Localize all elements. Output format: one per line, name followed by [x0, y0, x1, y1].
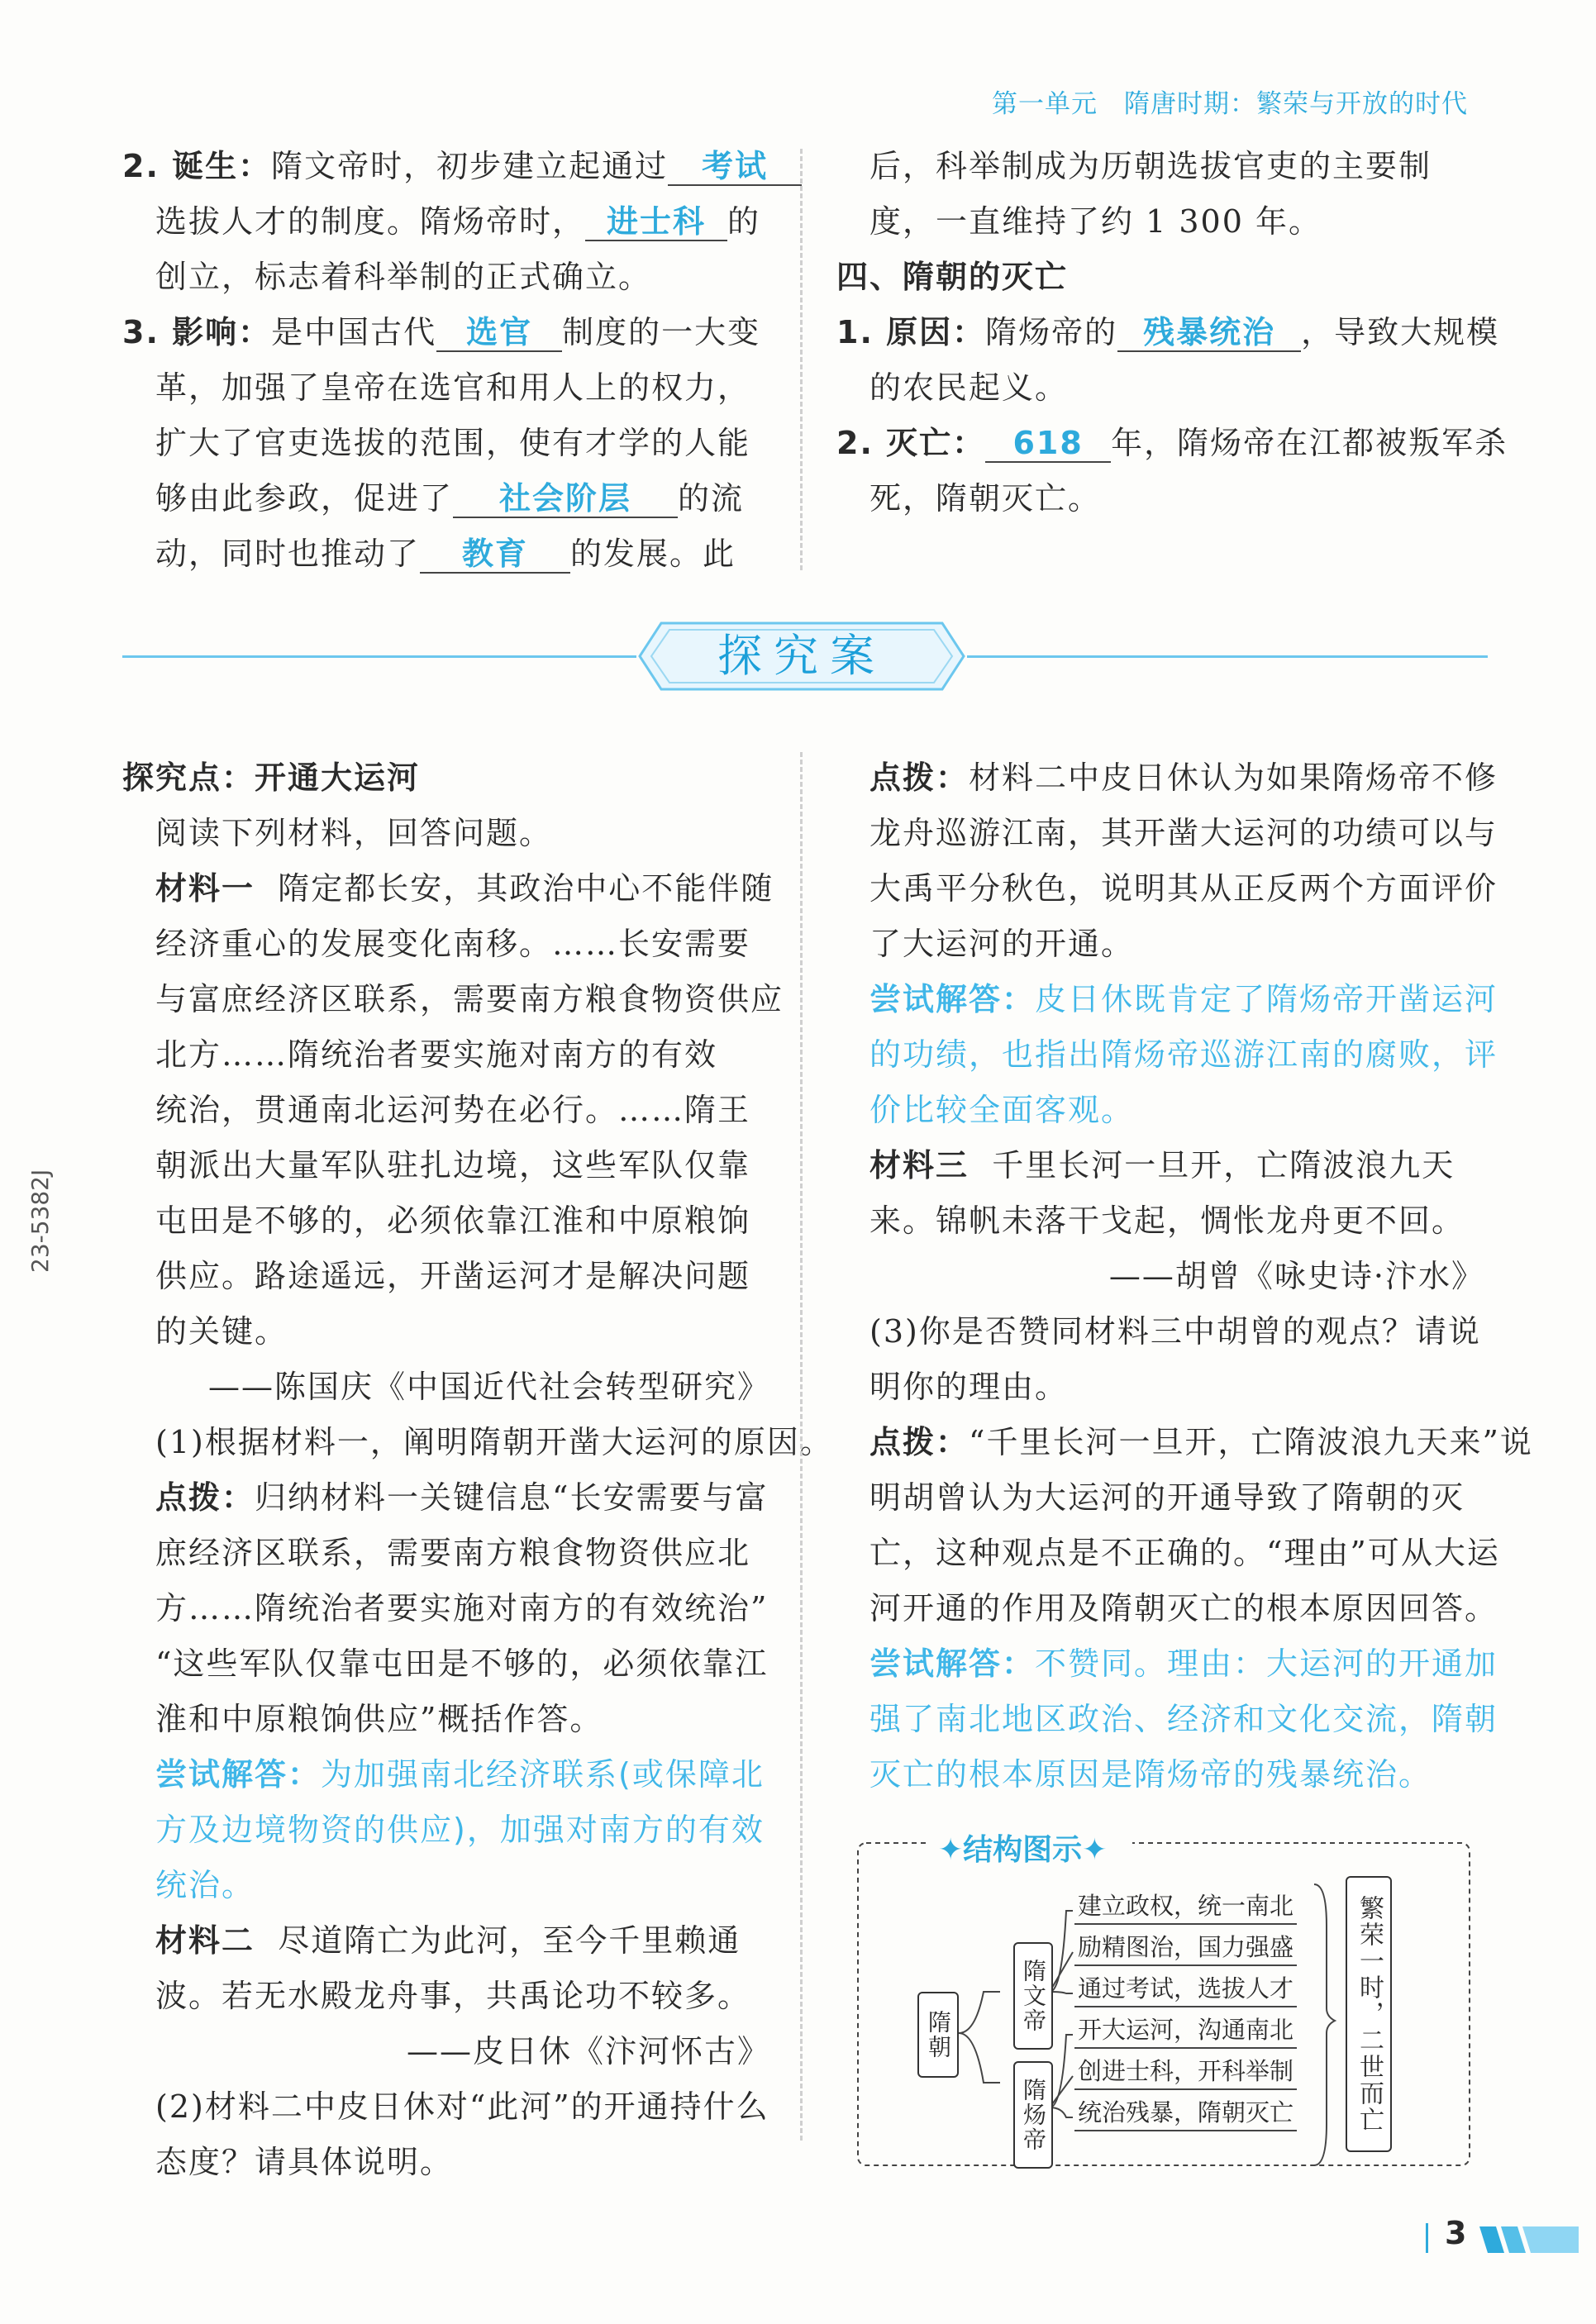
answer-label: 尝试解答：	[869, 981, 1036, 1017]
tip3-text: 亡，这种观点是不正确的。“理由”可从大运	[869, 1535, 1500, 1571]
banner-title: 探究案	[717, 630, 886, 682]
tip2-text: 龙舟巡游江南，其开凿大运河的功绩可以与	[869, 815, 1498, 851]
tip-label: 点拨：	[155, 1479, 255, 1516]
answer2-text: 的功绩，也指出隋炀帝巡游江南的腐败，评	[869, 1036, 1498, 1073]
wendi-item: 通过考试，选拔人才	[1074, 1970, 1297, 2007]
column-divider	[800, 149, 803, 570]
wendi-item: 励精图治，国力强盛	[1074, 1929, 1297, 1966]
item3-line3: 扩大了官吏选拔的范围，使有才学的人能	[155, 425, 751, 461]
item2-text: 的	[727, 203, 761, 240]
material2-line	[155, 1915, 741, 1960]
footer-stripe-decoration	[1479, 2223, 1579, 2256]
material1-source: ——陈国庆《中国近代社会转型研究》	[207, 1369, 770, 1405]
branch-yangdi: 隋炀帝	[1013, 2061, 1053, 2169]
side-code-text: 23-5382J	[26, 1169, 54, 1273]
material3-text: 千里长河一旦开，亡隋波浪九天	[992, 1147, 1455, 1183]
tip2-line	[869, 752, 1498, 798]
material1-text: 隋定都长安，其政治中心不能伴随	[278, 870, 774, 907]
material3-line	[869, 1140, 1455, 1185]
wendi-item: 建立政权，统一南北	[1074, 1888, 1297, 1925]
root-node: 隋朝	[917, 1992, 959, 2078]
yangdi-item: 统治残暴，隋朝灭亡	[1074, 2094, 1297, 2131]
material2-text: 波。若无水殿龙舟事，共禹论功不较多。	[155, 1978, 751, 2014]
answer2-line	[869, 974, 1498, 1019]
answer3-line	[869, 1638, 1498, 1683]
item3-text: 够由此参政，促进了	[155, 480, 454, 517]
blank-answer: 教育	[420, 537, 570, 574]
item2-label: 2. 诞生：	[122, 148, 272, 184]
material1-line	[155, 863, 774, 908]
tip1-text: 庶经济区联系，需要南方粮食物资供应北	[155, 1535, 751, 1571]
tip-label: 点拨：	[869, 760, 970, 796]
item2-line2	[155, 196, 760, 241]
answer1-text: 方及边境物资的供应)，加强对南方的有效	[155, 1812, 765, 1848]
material3-text: 来。锦帆未落干戈起，惆怅龙舟更不回。	[869, 1202, 1465, 1239]
tip1-text: 淮和中原粮饷供应”概括作答。	[155, 1701, 603, 1737]
tip2-text: 了大运河的开通。	[869, 926, 1135, 962]
material1-text: 北方……隋统治者要实施对南方的有效	[155, 1036, 718, 1073]
item3-line5	[155, 528, 736, 574]
continuation-line2: 度，一直维持了约 1 300 年。	[869, 203, 1322, 240]
answer1-text: 为加强南北经济联系(或保障北	[321, 1756, 765, 1793]
material1-text: 供应。路途遥远，开凿运河才是解决问题	[155, 1258, 751, 1294]
answer1-text: 统治。	[155, 1867, 255, 1903]
tip2-text: 材料二中皮日休认为如果隋炀帝不修	[969, 760, 1498, 796]
side-code	[18, 1099, 68, 1281]
page-number: 3	[1445, 2215, 1467, 2251]
item3-text: 的发展。此	[570, 536, 736, 572]
r-item1-label: 1. 原因：	[836, 314, 986, 350]
banner-rule-right	[967, 655, 1488, 658]
tip3-text: 明胡曾认为大运河的开通导致了隋朝的灭	[869, 1479, 1465, 1516]
tip2-text: 大禹平分秋色，说明其从正反两个方面评价	[869, 870, 1498, 907]
answer2-text: 价比较全面客观。	[869, 1092, 1135, 1128]
yangdi-item: 开大运河，沟通南北	[1074, 2012, 1297, 2049]
material3-source: ——胡曾《咏史诗·汴水》	[1108, 1258, 1484, 1294]
material1-text: 统治，贯通南北运河势在必行。……隋王	[155, 1092, 751, 1128]
diagram-title: ✦结构图示✦	[938, 1833, 1108, 1867]
question2: 态度？请具体说明。	[155, 2144, 454, 2180]
question3: (3)你是否赞同材料三中胡曾的观点？请说	[869, 1313, 1481, 1350]
material1-text: 的关键。	[155, 1313, 288, 1350]
banner-rule-left	[122, 655, 636, 658]
material3-label: 材料三	[869, 1147, 970, 1183]
item3-text: 的流	[678, 480, 745, 517]
answer2-text: 皮日休既肯定了隋炀帝开凿运河	[1035, 981, 1498, 1017]
page-number-bar	[1426, 2223, 1428, 2253]
question1: (1)根据材料一，阐明隋朝开凿大运河的原因。	[155, 1424, 833, 1460]
continuation-line1: 后，科举制成为历朝选拔官吏的主要制	[869, 148, 1432, 184]
section-banner	[636, 620, 967, 693]
material2-text: 尽道隋亡为此河，至今千里赖通	[278, 1922, 741, 1959]
summary-node: 繁荣一时，二世而亡	[1346, 1876, 1392, 2152]
r-item1-line1	[836, 307, 1499, 352]
material1-label: 材料一	[155, 870, 255, 907]
r-item1-text: 隋炀帝的	[985, 314, 1118, 350]
diagram-title-text: 结构图示	[963, 1833, 1083, 1867]
tip3-line	[869, 1417, 1533, 1462]
tip3-text: “千里长河一旦开，亡隋波浪九天来”说	[969, 1424, 1533, 1460]
blank-answer: 考试	[668, 150, 802, 186]
blank-answer: 选官	[436, 316, 562, 352]
tip-label: 点拨：	[869, 1424, 970, 1460]
r-item1-line2: 的农民起义。	[869, 369, 1069, 406]
column-divider	[800, 752, 803, 2141]
blank-answer: 进士科	[585, 205, 727, 241]
answer-label: 尝试解答：	[155, 1756, 322, 1793]
tip1-text: 方……隋统治者要实施对南方的有效统治”	[155, 1590, 769, 1626]
material1-text: 屯田是不够的，必须依靠江淮和中原粮饷	[155, 1202, 751, 1239]
inquiry-heading: 探究点：开通大运河	[122, 760, 421, 796]
intro-text: 阅读下列材料，回答问题。	[155, 815, 553, 851]
running-header: 第一单元 隋唐时期：繁荣与开放的时代	[992, 89, 1468, 119]
tip1-line	[155, 1472, 768, 1517]
blank-answer: 618	[985, 426, 1111, 463]
tip1-text: 归纳材料一关键信息“长安需要与富	[255, 1479, 769, 1516]
material1-text: 朝派出大量军队驻扎边境，这些军队仅靠	[155, 1147, 751, 1183]
r-item2-text: 年，隋炀帝在江都被叛军杀	[1111, 425, 1508, 461]
question2: (2)材料二中皮日休对“此河”的开通持什么	[155, 2088, 769, 2125]
item3-line2: 革，加强了皇帝在选官和用人上的权力，	[155, 369, 751, 406]
blank-answer: 社会阶层	[453, 482, 678, 518]
tip3-text: 河开通的作用及隋朝灭亡的根本原因回答。	[869, 1590, 1498, 1626]
yangdi-item: 创进士科，开科举制	[1074, 2053, 1297, 2090]
answer3-text: 不赞同。理由：大运河的开通加	[1035, 1645, 1498, 1682]
material2-label: 材料二	[155, 1922, 255, 1959]
tip1-text: “这些军队仅靠屯田是不够的，必须依靠江	[155, 1645, 769, 1682]
item2-text: 隋文帝时，初步建立起通过	[271, 148, 669, 184]
item3-text: 是中国古代	[271, 314, 437, 350]
material1-text: 与富庶经济区联系，需要南方粮食物资供应	[155, 981, 784, 1017]
answer-label: 尝试解答：	[869, 1645, 1036, 1682]
blank-answer: 残暴统治	[1117, 316, 1301, 352]
r-item2-line2: 死，隋朝灭亡。	[869, 480, 1102, 517]
r-item2-line1	[836, 417, 1508, 463]
r-item1-text: ，导致大规模	[1301, 314, 1500, 350]
item3-line4	[155, 473, 744, 518]
item3-text: 制度的一大变	[562, 314, 761, 350]
item2-text: 选拔人才的制度。隋炀帝时，	[155, 203, 586, 240]
material1-text: 经济重心的发展变化南移。……长安需要	[155, 926, 751, 962]
structure-diagram	[851, 1826, 1479, 2174]
item2-line1	[122, 140, 802, 186]
answer1-line	[155, 1749, 765, 1794]
answer3-text: 强了南北地区政治、经济和文化交流，隋朝	[869, 1701, 1498, 1737]
branch-wendi: 隋文帝	[1013, 1942, 1053, 2050]
r-item2-label: 2. 灭亡：	[836, 425, 986, 461]
question3: 明你的理由。	[869, 1369, 1069, 1405]
item3-text: 动，同时也推动了	[155, 536, 421, 572]
material2-source: ——皮日休《汴河怀古》	[406, 2033, 770, 2069]
item3-line1	[122, 307, 760, 352]
item3-label: 3. 影响：	[122, 314, 272, 350]
item2-line3: 创立，标志着科举制的正式确立。	[155, 259, 652, 295]
answer3-text: 灭亡的根本原因是隋炀帝的残暴统治。	[869, 1756, 1432, 1793]
section-heading: 四、隋朝的灭亡	[836, 259, 1069, 295]
